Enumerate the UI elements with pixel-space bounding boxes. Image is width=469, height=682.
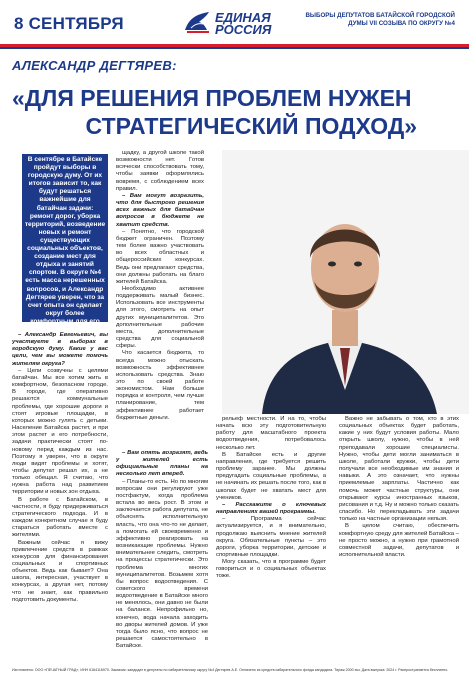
paragraph: – Расскажите о ключевых направлениях вашей программы. bbox=[216, 501, 326, 516]
paragraph: В Батайске есть и другие направления, где требуется решить проблему заранее. Мы должны предугадать социальные проблемы, а не начинать их решать после того, как в школах будет не хватать мест для учеников. bbox=[216, 451, 326, 501]
paragraph: Что касается бюджета, то всегда можно отыскать возможность эффективнее использовать средства. Знаю это по своей работе экономистом. Нам больше порядка и контроля, чем лучше планирование, тем эффективнее работает бюджетные деньги. bbox=[116, 350, 204, 421]
bear-logo-icon bbox=[183, 8, 211, 34]
headline bbox=[12, 84, 457, 140]
election-tagline: ВЫБОРЫ ДЕПУТАТОВ БАТАЙСКОЙ ГОРОДСКОЙ ДУМЫ VII СОЗЫВА ПО ОКРУГУ №4 bbox=[305, 12, 455, 27]
text-column-3 bbox=[216, 416, 326, 678]
paragraph: Важным сейчас я вижу привлечение средств в рамках конкурсов для финансирования социальных и спортивных объектов. Ведь как бывает? Она школа, интересная, участвует в конкурсах, а другая нет, потому что не знает, как правильно подготовить документы. bbox=[12, 539, 108, 603]
paragraph: – Вам могут возразить, что для быстрого решения всех важных для батайчан вопросов в бюджете не хватит средств. bbox=[116, 192, 204, 228]
text-column-1 bbox=[12, 332, 108, 677]
paragraph: В работе с Батайском, в частности, я буду придерживаться стратегического подхода. И в каждом конкретном случае я буду стараться работать вместе с жителями. bbox=[12, 496, 108, 539]
paragraph: – Программа сейчас актуализируется, и я внимательно, продолжаю выяснить мнение жителей округа. Обязательные пункты – это дороги, уборка территории, детские и спортивные площадки. bbox=[216, 516, 326, 558]
text-column-2b bbox=[116, 450, 208, 678]
paragraph: – Александр Евгеньевич, вы участвуете в выборах в городскую думу. Какие у вас цели, чем вы можете помочь жителям округа? bbox=[12, 332, 108, 367]
intro-text: В сентябре в Батайске пройдут выборы в городскую думу. От их итогов зависит то, как будут решаться важнейшие для батайчан задачи: ремонт дорог, уборка территорий, возведение новых и ремонт существующих социальных объектов, создание мест для отдыха и занятий спортом. В округе №4 есть масса нерешенных вопросов, и Александр Дегтярев уверен, что за счет опыта он сделает округ более комфортным для его жителей. bbox=[24, 156, 106, 333]
paragraph: – Планы-то есть. Но по многим вопросам они регулируют уже постфактум, когда проблема встала во весь рост. В этом и заключается работа депутата, не объяснять исполнительную власть, что она что-то не делает, а помогать ей своевременно и эффективно реагировать на возникающие проблемы. Нужно внимательнее следить, смотреть на процессы стратегически. Это проблема многих муниципалитетов. Возьмем хотя бы вопрос водоотведения. С советского времени водоотведение в Батайске много не менялось, они давно не были на балансе. Непрофильно но, конечно, вода начала заходить во дворы жителей домов. И уже тогда было ясно, что вопрос не решается самостоятельно в Батайске. bbox=[116, 478, 208, 650]
paragraph: рельеф местности. И на то, чтобы начать всю эту подготовительную работу для масштабного проекта водоотведения, потребовалось несколько лет. bbox=[216, 416, 326, 451]
text-column-4 bbox=[339, 416, 459, 678]
paragraph: – Вам опять возразят, ведь у жителей есть официальные планы на несколько лет вперед. bbox=[116, 450, 208, 478]
paragraph: Необходимо активнее поддерживать малый бизнес. Использовать все инструменты для этого, смотреть на опыт других муниципалитетов. Это дополнительные рабочие места, дополнительные средства для социальной сферы. bbox=[116, 285, 204, 350]
paragraph: Могу сказать, что в программе будет говориться и о социальных объектах тоже. bbox=[216, 559, 326, 580]
author-name: АЛЕКСАНДР ДЕГТЯРЕВ: bbox=[12, 58, 177, 73]
logo-text-2: РОССИЯ bbox=[215, 22, 272, 37]
header-stripe-blue bbox=[0, 47, 469, 49]
paragraph: щадку, а другой школе такой возможности нет. Готов всячески способствовать тому, чтобы заявки оформлялись вовремя, с соблюдением всех правил. bbox=[116, 150, 204, 192]
paragraph: – Цели созвучны с целями батайчан. Мы все хотим жить в комфортном, безопасном городе. В городе, где оперативно решаются коммунальные проблемы, где хорошие дороги и стоят игровые площадки, в которых можно гулять с детьми. Население Батайска растет, и при этом растет и его потребности, задачи практически стоят по-новому перед каждым из нас. Поэтому я уверен, что в округе люди видят проблемы и хотят, чтобы депутат решал их, а не только обещал. Я считаю, что нужна работа над развитием территории и новых зон отдыха. bbox=[12, 367, 108, 496]
party-logo bbox=[183, 8, 301, 36]
headline-line-1: «ДЛЯ РЕШЕНИЯ ПРОБЛЕМ НУЖЕН bbox=[12, 85, 412, 111]
portrait-photo bbox=[222, 150, 469, 414]
logo-text-1: ЕДИНАЯ bbox=[215, 10, 271, 25]
text-column-2 bbox=[116, 150, 204, 450]
issue-date: 8 СЕНТЯБРЯ bbox=[14, 14, 124, 33]
headline-line-2: СТРАТЕГИЧЕСКИЙ ПОДХОД» bbox=[85, 113, 417, 139]
publisher-footer: Изготовлено: ООО «ПЕЧАТНЫЙ ГРАД», ИНН 6164116970. Заказчик: кандидат в депутаты по избирательному округу №4 Дегтярев А.Е. Оплачено из средств избирательного фонда кандидата. Тираж 2000 экз. Дата выпуска: 2024 г. Распространяется бесплатно. bbox=[12, 668, 449, 672]
paragraph: – Понятно, что городской бюджет ограничен. Поэтому тем более важно участвовать во всех областных и общероссийских конкурсах. Ведь они предлагают средства, они должны работать на благо жителей Батайска. bbox=[116, 228, 204, 285]
paragraph: В целом считаю, обеспечить комфортную среду для жителей Батайска – не просто можно, а нужно при грамотной совместной задачи, депутатов и исполнительной власти. bbox=[339, 523, 459, 558]
paragraph: Важно не забывать о том, кто в этих социальных объектах будет работать, какие у них будут условия работы. Мало открыть школу, нужно, чтобы в ней преподавали хорошие специалисты. Нужно, чтобы дети могли заниматься в школе, работали кружки, чтобы дети получали все необходимые им знания и навыки. А это означает, что нужны приемлемые зарплаты. Частично как помочь может частные структуры, они открывают курсы иностранных языков, рисования и т.д. Ну и можно только сказать спасибо. Но перекладывать эти задачи только на частные организации нельзя. bbox=[339, 416, 459, 523]
